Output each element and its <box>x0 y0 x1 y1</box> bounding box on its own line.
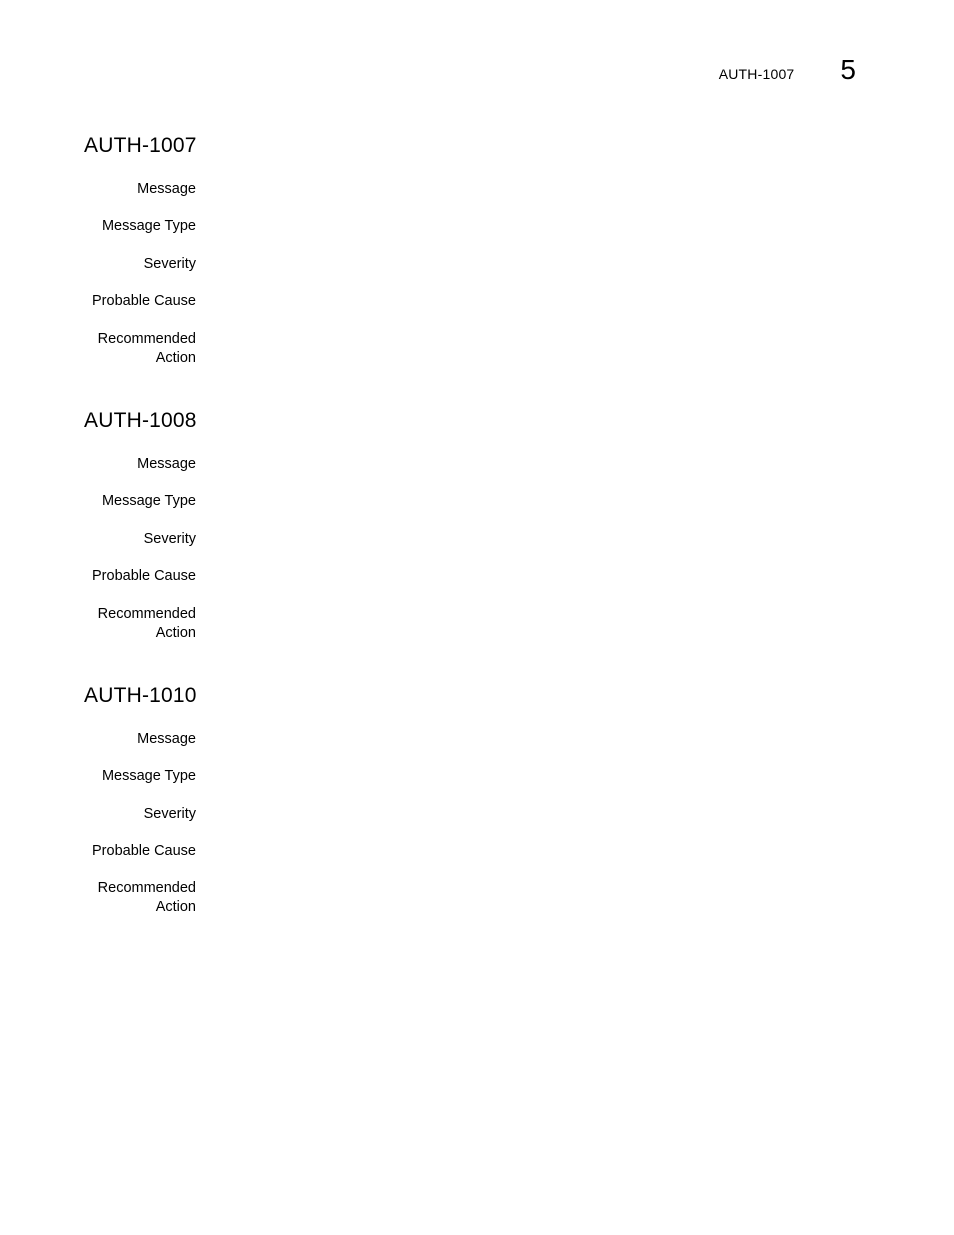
field-row-recommended-action <box>84 330 864 386</box>
field-row-message <box>84 455 864 492</box>
entry-title: AUTH-1007 <box>84 134 197 157</box>
field-value-severity <box>196 255 864 292</box>
field-label-probable-cause: Probable Cause <box>92 843 196 860</box>
entry-title: AUTH-1010 <box>84 683 197 707</box>
field-label-probable-cause: Probable Cause <box>92 568 196 585</box>
message-entry <box>84 682 864 936</box>
field-label-recommended-action: Recommended Action <box>97 605 196 641</box>
field-row-recommended-action <box>84 879 864 935</box>
field-label-severity: Severity <box>143 805 196 822</box>
field-label-severity: Severity <box>143 255 196 272</box>
field-label-message-type: Message Type <box>101 218 196 235</box>
field-row-probable-cause <box>84 842 864 879</box>
field-value-severity <box>196 530 864 567</box>
field-row-message-type <box>84 492 864 529</box>
field-label-message: Message <box>137 730 196 747</box>
field-value-probable-cause <box>196 842 864 879</box>
field-value-recommended-action <box>196 605 864 661</box>
message-entry <box>84 132 864 386</box>
field-row-message <box>84 730 864 767</box>
running-header <box>719 56 856 84</box>
field-value-message-type <box>196 492 864 529</box>
field-label-probable-cause: Probable Cause <box>92 293 196 310</box>
field-value-message-type <box>196 767 864 804</box>
field-row-probable-cause <box>84 292 864 329</box>
field-label-recommended-action: Recommended Action <box>97 330 196 366</box>
running-title: AUTH-1007 <box>718 66 795 82</box>
field-row-severity <box>84 530 864 567</box>
field-row-message <box>84 180 864 217</box>
field-value-probable-cause <box>196 292 864 329</box>
field-value-severity <box>196 805 864 842</box>
chapter-number: 5 <box>840 54 856 85</box>
field-list <box>84 455 864 661</box>
field-row-recommended-action <box>84 605 864 661</box>
field-value-recommended-action <box>196 879 864 935</box>
entry-title: AUTH-1008 <box>84 408 197 432</box>
field-value-message <box>196 730 864 767</box>
field-list <box>84 730 864 936</box>
field-value-message-type <box>196 217 864 254</box>
field-row-severity <box>84 255 864 292</box>
field-row-message-type <box>84 217 864 254</box>
field-label-message: Message <box>137 181 196 197</box>
field-label-message: Message <box>137 455 196 472</box>
field-label-message-type: Message Type <box>101 493 196 510</box>
field-value-probable-cause <box>196 567 864 604</box>
field-label-severity: Severity <box>143 530 196 547</box>
page-content <box>84 132 864 957</box>
field-label-message-type: Message Type <box>101 768 196 785</box>
field-value-message <box>196 455 864 492</box>
field-value-recommended-action <box>196 330 864 386</box>
field-label-recommended-action: Recommended Action <box>97 880 196 916</box>
field-row-message-type <box>84 767 864 804</box>
message-entry <box>84 407 864 661</box>
field-value-message <box>196 180 864 217</box>
field-list <box>84 180 864 386</box>
field-row-severity <box>84 805 864 842</box>
field-row-probable-cause <box>84 567 864 604</box>
